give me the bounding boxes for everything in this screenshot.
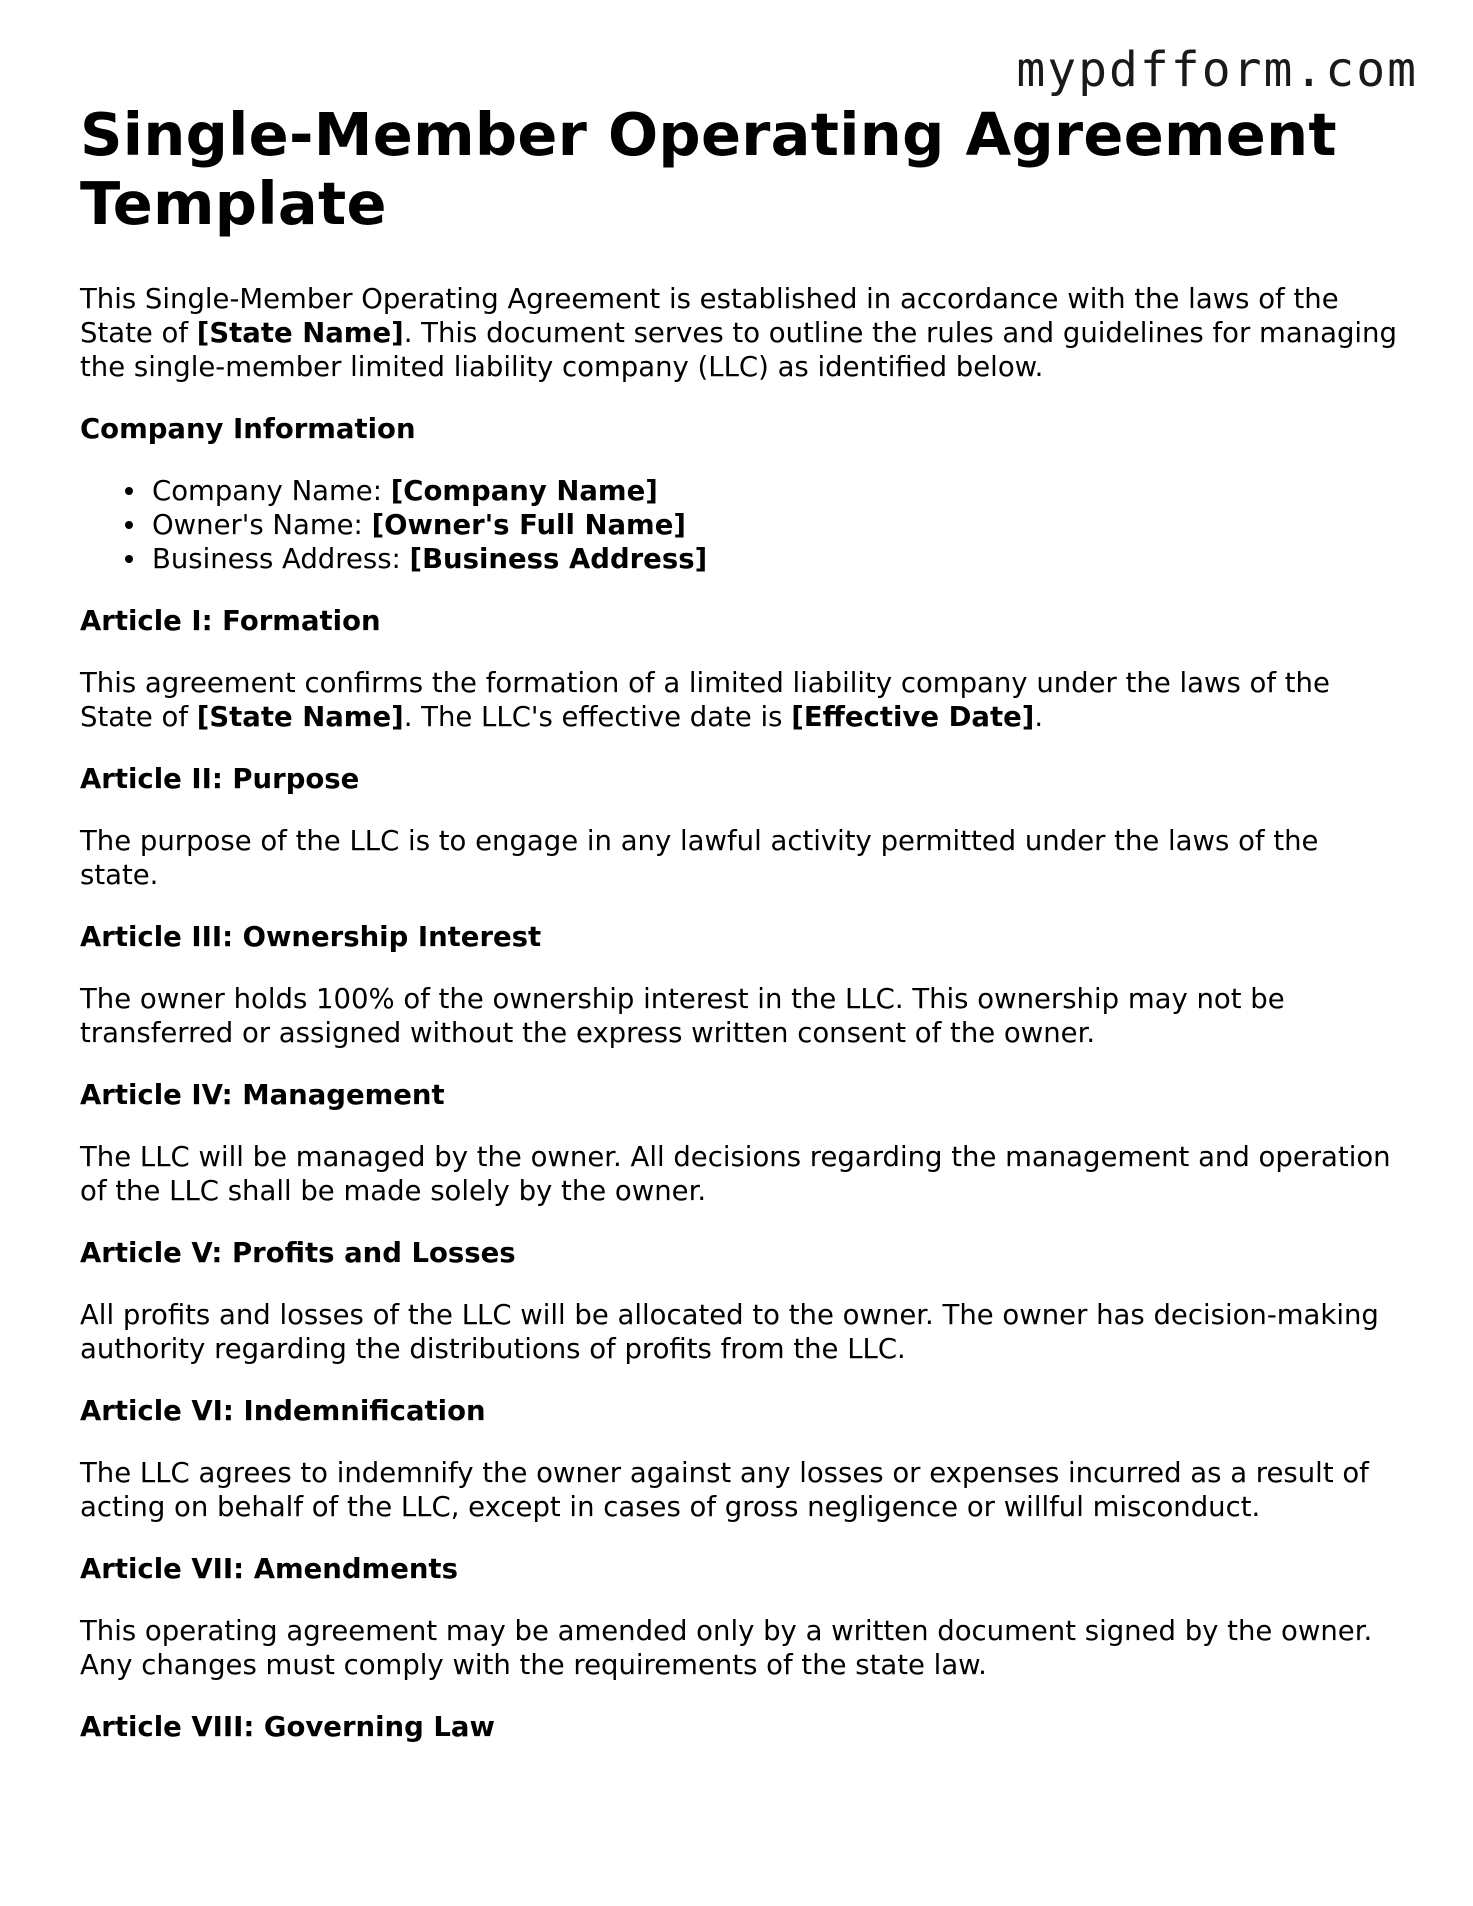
company-info-heading: Company Information <box>80 413 416 445</box>
article-1-body <box>80 666 1400 734</box>
company-name-label: Company Name: <box>152 475 391 507</box>
article-3-heading: Article III: Ownership Interest <box>80 921 542 953</box>
article-1-text-1: This agreement confirms the formation of a limited liability company under the laws of the State of <box>80 667 1330 733</box>
site-watermark: mypdfform.com <box>1016 42 1418 98</box>
article-3-body: The owner holds 100% of the ownership interest in the LLC. This ownership may not be transferred or assigned without the express written consent of the owner. <box>80 983 1285 1049</box>
article-1-text-3: . <box>1034 701 1044 733</box>
article-4-body: The LLC will be managed by the owner. All decisions regarding the management and operation of the LLC shall be made solely by the owner. <box>80 1141 1391 1207</box>
business-address-placeholder: [Business Address] <box>409 543 708 575</box>
intro-text-2: . This document serves to outline the rules and guidelines for managing the single-member limited liability company (LLC) as identified below. <box>80 317 1397 383</box>
company-info-list <box>80 474 1400 576</box>
intro-text-1: This Single-Member Operating Agreement is established in accordance with the laws of the State of <box>80 283 1339 349</box>
article-1-heading: Article I: Formation <box>80 605 381 637</box>
article-1-date-placeholder: [Effective Date] <box>791 701 1035 733</box>
article-4-heading: Article IV: Management <box>80 1079 445 1111</box>
intro-paragraph <box>80 282 1400 384</box>
article-2-body: The purpose of the LLC is to engage in any lawful activity permitted under the laws of the state. <box>80 825 1319 891</box>
article-7-body: This operating agreement may be amended only by a written document signed by the owner. Any changes must comply with the requirements of the state law. <box>80 1615 1373 1681</box>
list-item-owner-name <box>152 508 1400 542</box>
owner-name-placeholder: [Owner's Full Name] <box>371 509 686 541</box>
article-1-state-placeholder: [State Name] <box>196 701 404 733</box>
document-body <box>80 100 1400 1772</box>
article-5-heading: Article V: Profits and Losses <box>80 1237 516 1269</box>
article-6-heading: Article VI: Indemnification <box>80 1395 486 1427</box>
list-item-company-name <box>152 474 1400 508</box>
list-item-business-address <box>152 542 1400 576</box>
article-5-body: All profits and losses of the LLC will be allocated to the owner. The owner has decision-making authority regarding the distributions of profits from the LLC. <box>80 1299 1379 1365</box>
article-2-heading: Article II: Purpose <box>80 763 360 795</box>
article-8-heading: Article VIII: Governing Law <box>80 1711 495 1743</box>
article-7-heading: Article VII: Amendments <box>80 1553 458 1585</box>
intro-state-placeholder: [State Name] <box>196 317 404 349</box>
article-1-text-2: . The LLC's effective date is <box>403 701 792 733</box>
document-title: Single-Member Operating Agreement Template <box>80 100 1337 238</box>
owner-name-label: Owner's Name: <box>152 509 372 541</box>
article-6-body: The LLC agrees to indemnify the owner against any losses or expenses incurred as a result of acting on behalf of the LLC, except in cases of gross negligence or willful misconduct. <box>80 1457 1369 1523</box>
business-address-label: Business Address: <box>152 543 410 575</box>
company-name-placeholder: [Company Name] <box>390 475 658 507</box>
